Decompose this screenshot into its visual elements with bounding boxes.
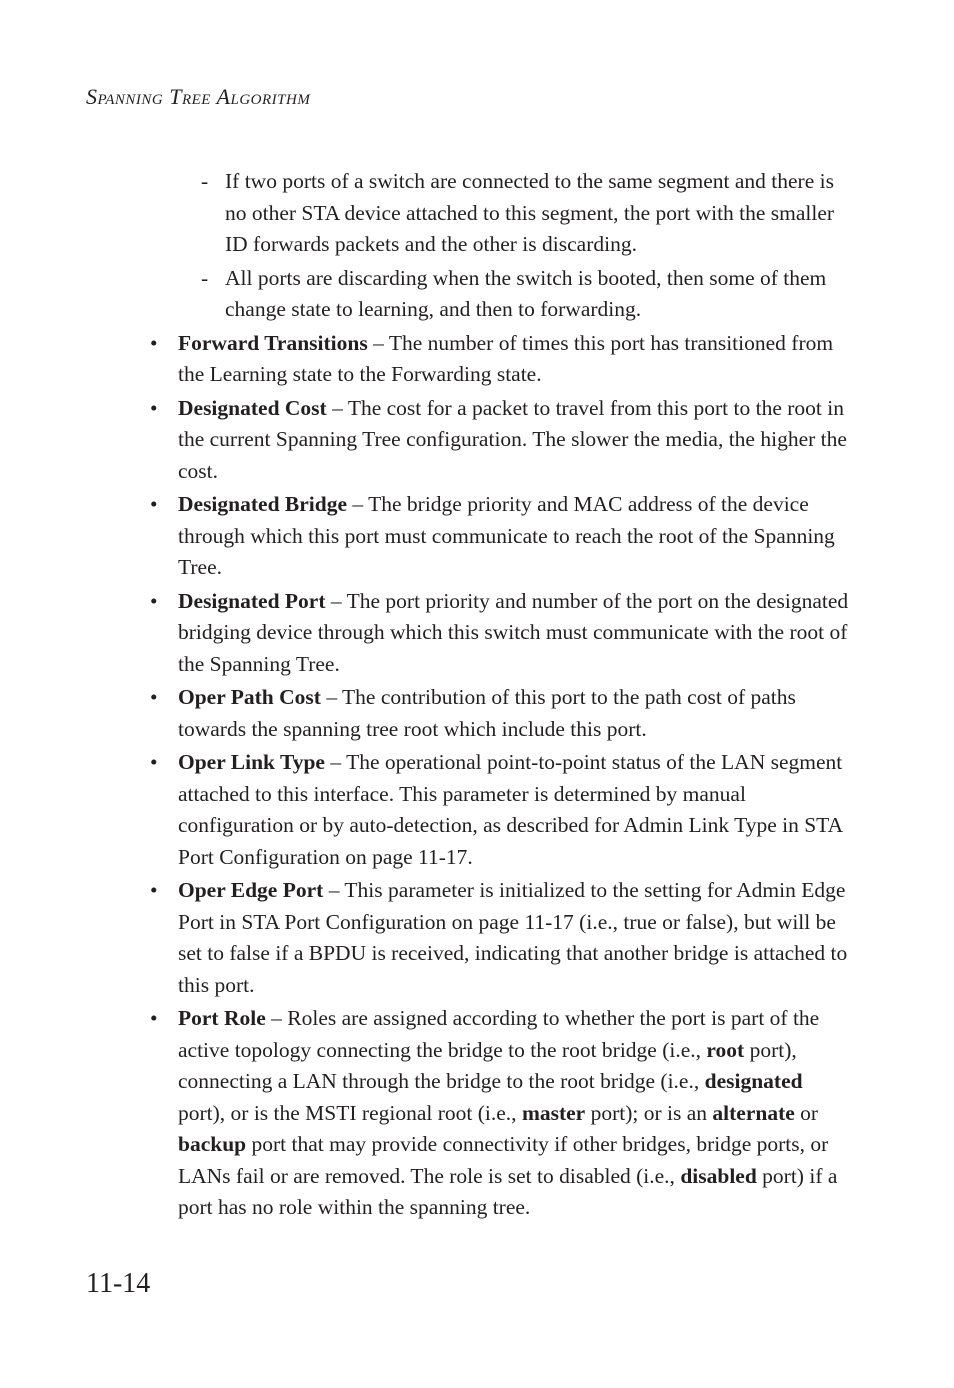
list-item-oper-link-type	[150, 747, 850, 873]
term-label: Designated Bridge	[178, 492, 348, 516]
bullet-marker: •	[150, 878, 158, 902]
list-item-oper-edge-port	[150, 875, 850, 1001]
list-item-designated-port	[150, 586, 850, 681]
term-label: Port Role	[178, 1006, 266, 1030]
dash-marker: -	[201, 265, 209, 290]
role-master: master	[521, 1100, 586, 1125]
term-label: Oper Link Type	[178, 750, 325, 774]
list-item-designated-cost	[150, 393, 850, 488]
dash-marker: -	[201, 169, 209, 193]
term-label: Designated Cost	[178, 395, 327, 420]
sub-list-text: All ports are discarding when the switch is booted, then some of them change state to learning, and then to forwarding.	[225, 265, 827, 321]
bullet-marker: •	[150, 395, 158, 420]
bullet-marker: •	[150, 1006, 158, 1030]
role-disabled: disabled	[680, 1163, 757, 1188]
sub-list-text: If two ports of a switch are connected to the same segment and there is no other STA device attached to this segment, the port with the smaller ID forwards packets and the other is discarding.	[225, 169, 835, 256]
list-item-port-role	[150, 1003, 850, 1224]
term-label: Forward Transitions	[178, 330, 368, 355]
text-run: – Roles are assigned according to whether the port is part of the active topology connecting the bridge to the root bridge (i.e.,	[178, 1006, 820, 1062]
term-description: – The bridge priority and MAC address of the device through which this port must communicate to reach the root of the Spanning Tree.	[178, 492, 835, 579]
list-item-forward-transitions	[150, 328, 850, 391]
term-description: – The contribution of this port to the path cost of paths towards the spanning tree root which include this port.	[178, 685, 796, 741]
bullet-marker: •	[150, 330, 158, 355]
list-item-oper-path-cost	[150, 682, 850, 745]
term-description: – The number of times this port has transitioned from the Learning state to the Forwarding state.	[178, 330, 834, 386]
bullet-marker: •	[150, 588, 158, 613]
list-item-designated-bridge	[150, 489, 850, 584]
text-run: port) if a port has no role within the spanning tree.	[178, 1163, 838, 1219]
term-description: – This parameter is initialized to the setting for Admin Edge Port in STA Port Configuration on page 11-17 (i.e., true or false), but will be set to false if a BPDU is received, indicating that another bridge is attached to this port.	[178, 878, 848, 997]
sub-list-item	[150, 263, 850, 326]
term-description: – The cost for a packet to travel from this port to the root in the current Spanning Tree configuration. The slower the media, the higher the cost.	[178, 395, 847, 483]
term-label: Designated Port	[178, 588, 326, 613]
role-designated: designated	[704, 1069, 803, 1093]
term-label: Oper Path Cost	[178, 685, 321, 709]
running-head: Spanning Tree Algorithm	[86, 84, 311, 109]
role-root: root	[706, 1037, 745, 1062]
text-run: port); or is an	[585, 1100, 713, 1125]
term-label: Oper Edge Port	[178, 878, 324, 902]
bullet-marker: •	[150, 492, 158, 516]
role-alternate: alternate	[712, 1100, 795, 1125]
text-run: port), connecting a LAN through the bridge to the root bridge (i.e.,	[178, 1037, 797, 1093]
bullet-marker: •	[150, 685, 158, 709]
term-description: – The operational point-to-point status of the LAN segment attached to this interface. This parameter is determined by manual configuration or by auto-detection, as described for Admin Link Type in STA Port Configuration on page 11-17.	[178, 750, 843, 869]
page-body	[150, 166, 850, 1226]
term-description: – The port priority and number of the port on the designated bridging device through which this switch must communicate with the root of the Spanning Tree.	[178, 588, 849, 676]
text-run: port that may provide connectivity if other bridges, bridge ports, or LANs fail or are removed. The role is set to disabled (i.e.,	[178, 1132, 829, 1188]
text-run: or	[794, 1100, 819, 1125]
sub-list-item	[150, 166, 850, 261]
text-run: port), or is the MSTI regional root (i.e.,	[178, 1100, 522, 1125]
page-number: 11-14	[86, 1268, 151, 1299]
role-backup: backup	[178, 1132, 247, 1156]
bullet-marker: •	[150, 750, 158, 774]
